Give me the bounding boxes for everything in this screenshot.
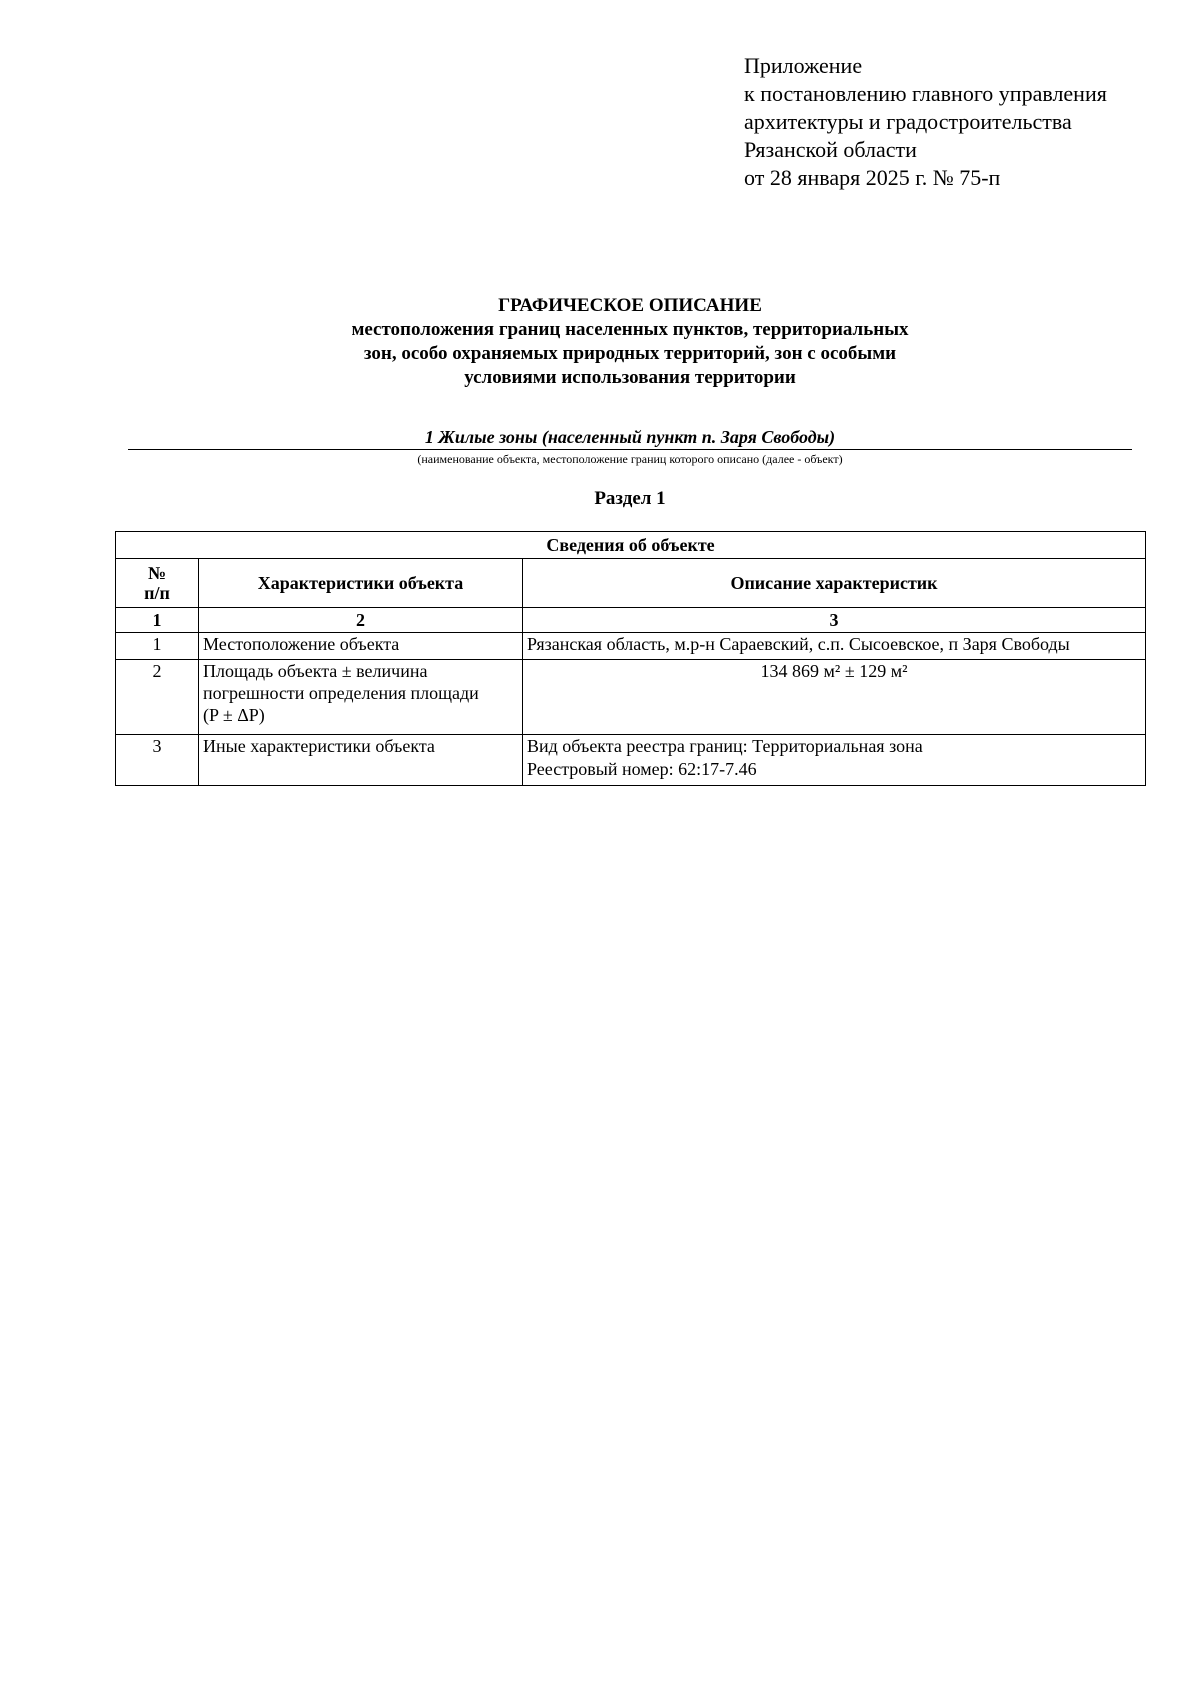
- header-num-line2: п/п: [144, 583, 170, 603]
- characteristic-line: погрешности определения площади: [203, 683, 479, 703]
- column-number: 3: [523, 608, 1146, 633]
- appendix-line: от 28 января 2025 г. № 75-п: [744, 165, 1001, 190]
- table-row: [116, 633, 1146, 660]
- row-characteristic: Местоположение объекта: [199, 633, 523, 660]
- table-header-row: [116, 559, 1146, 608]
- section-title: Раздел 1: [594, 488, 666, 509]
- table-row: [116, 735, 1146, 786]
- header-characteristic: Характеристики объекта: [199, 559, 523, 608]
- description-line: Реестровый номер: 62:17-7.46: [527, 759, 757, 779]
- row-description: Рязанская область, м.р-н Сараевский, с.п. Сысоевское, п Заря Свободы: [523, 633, 1146, 660]
- row-description: 134 869 м² ± 129 м²: [523, 660, 1146, 735]
- row-num: 2: [116, 660, 199, 735]
- document-title: [0, 294, 1200, 390]
- object-name: 1 Жилые зоны (населенный пункт п. Заря Свободы): [128, 426, 1132, 450]
- characteristic-line: (P ± ΔP): [203, 705, 265, 725]
- header-num-line1: №: [147, 563, 167, 583]
- title-line: условиями использования территории: [464, 367, 796, 388]
- row-num: 1: [116, 633, 199, 660]
- column-number-row: [116, 608, 1146, 633]
- appendix-line: Приложение: [744, 53, 863, 78]
- header-num: [116, 559, 199, 608]
- appendix-line: Рязанской области: [744, 137, 917, 162]
- row-characteristic: [199, 660, 523, 735]
- row-description: [523, 735, 1146, 786]
- title-heading: ГРАФИЧЕСКОЕ ОПИСАНИЕ: [498, 295, 762, 316]
- column-number: 1: [116, 608, 199, 633]
- appendix-block: [744, 52, 1107, 192]
- row-characteristic: Иные характеристики объекта: [199, 735, 523, 786]
- row-num: 3: [116, 735, 199, 786]
- appendix-line: архитектуры и градостроительства: [744, 109, 1072, 134]
- characteristic-line: Площадь объекта ± величина: [203, 661, 428, 681]
- object-caption: (наименование объекта, местоположение границ которого описано (далее - объект): [417, 452, 843, 466]
- table-row: [116, 660, 1146, 735]
- table-caption-row: [116, 532, 1146, 559]
- description-line: Вид объекта реестра границ: Территориальная зона: [527, 736, 923, 756]
- appendix-line: к постановлению главного управления: [744, 81, 1107, 106]
- column-number: 2: [199, 608, 523, 633]
- object-info-table: [115, 531, 1146, 786]
- title-line: местоположения границ населенных пунктов, территориальных: [351, 319, 909, 340]
- title-line: зон, особо охраняемых природных территорий, зон с особыми: [363, 343, 897, 364]
- table-caption: Сведения об объекте: [116, 532, 1146, 559]
- header-description: Описание характеристик: [523, 559, 1146, 608]
